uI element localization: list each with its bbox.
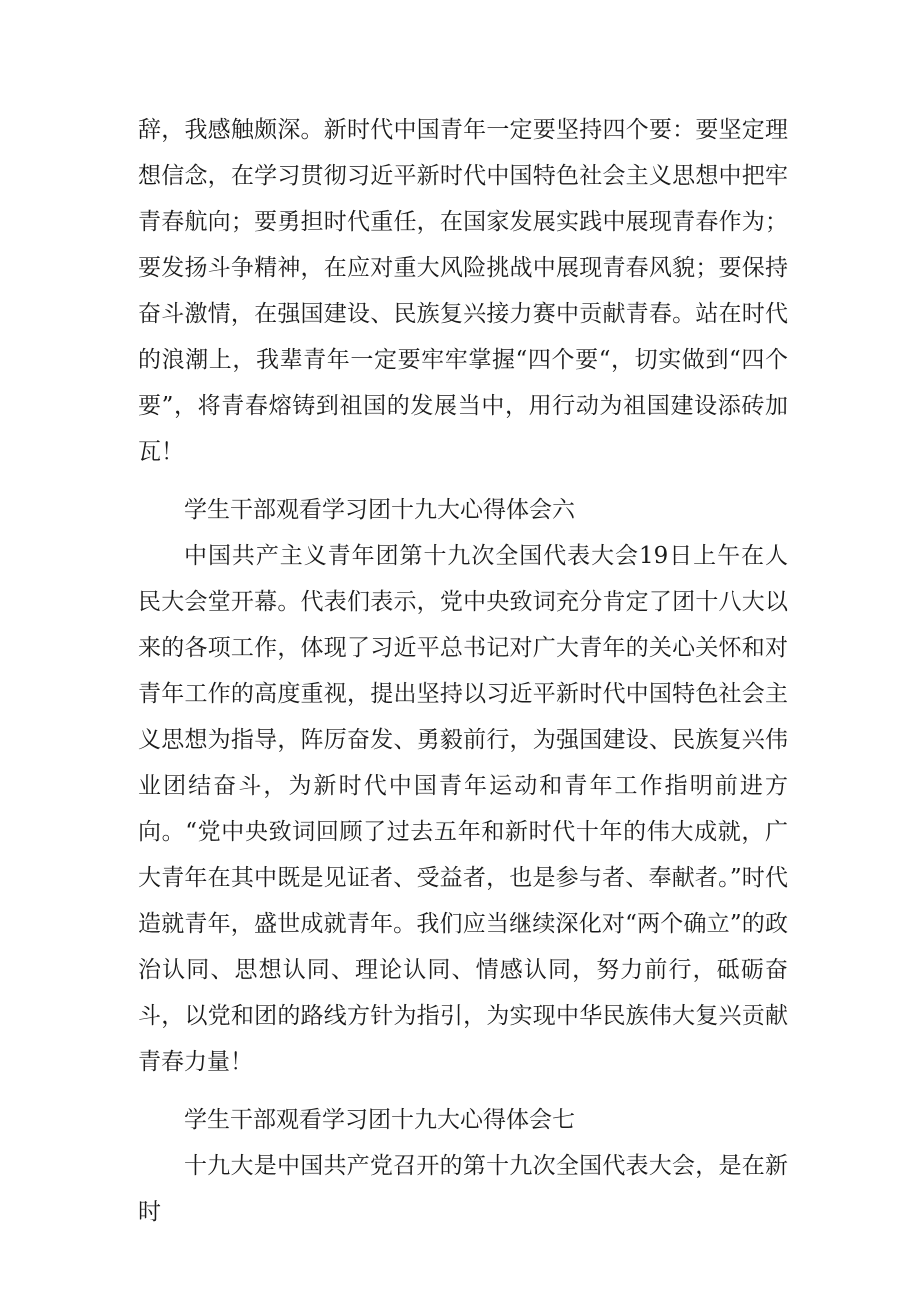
paragraph-section-7: 十九大是中国共产党召开的第十九次全国代表大会，是在新时 bbox=[138, 1153, 788, 1225]
paragraph-section-6: 中国共产主义青年团第十九次全国代表大会19日上午在人民大会堂开幕。代表们表示，党中央致词充分肯定了团十八大以来的各项工作，体现了习近平总书记对广大青年的关心关怀和对青年工作的高度重视，提出坚持以习近平新时代中国特色社会主义思想为指导，阵厉奋发、勇毅前行，为强国建设、民族复兴伟业团结奋斗，为新时代中国青年运动和青年工作指明前进方向。“党中央致词回顾了过去五年和新时代十年的伟大成就，广大青年在其中既是见证者、受益者，也是参与者、奉献者。”时代造就青年，盛世成就青年。我们应当继续深化对“两个确立”的政治认同、思想认同、理论认同、情感认同，努力前行，砥砺奋斗，以党和团的路线方针为指引，为实现中华民族伟大复兴贡献青春力量！ bbox=[138, 543, 788, 1075]
paragraph-continued: 辞，我感触颇深。新时代中国青年一定要坚持四个要：要坚定理想信念，在学习贯彻习近平新时代中国特色社会主义思想中把牢青春航向；要勇担时代重任，在国家发展实践中展现青春作为；要发扬斗争精神，在应对重大风险挑战中展现青春风貌；要保持奋斗激情，在强国建设、民族复兴接力赛中贡献青春。站在时代的浪潮上，我辈青年一定要牢牢掌握“四个要“，切实做到“四个要”，将青春熔铸到祖国的发展当中，用行动为祖国建设添砖加瓦！ bbox=[138, 117, 788, 465]
section-heading-7: 学生干部观看学习团十九大心得体会七 bbox=[184, 1107, 575, 1133]
document-body bbox=[138, 107, 788, 1235]
section-heading-6: 学生干部观看学习团十九大心得体会六 bbox=[184, 497, 575, 523]
